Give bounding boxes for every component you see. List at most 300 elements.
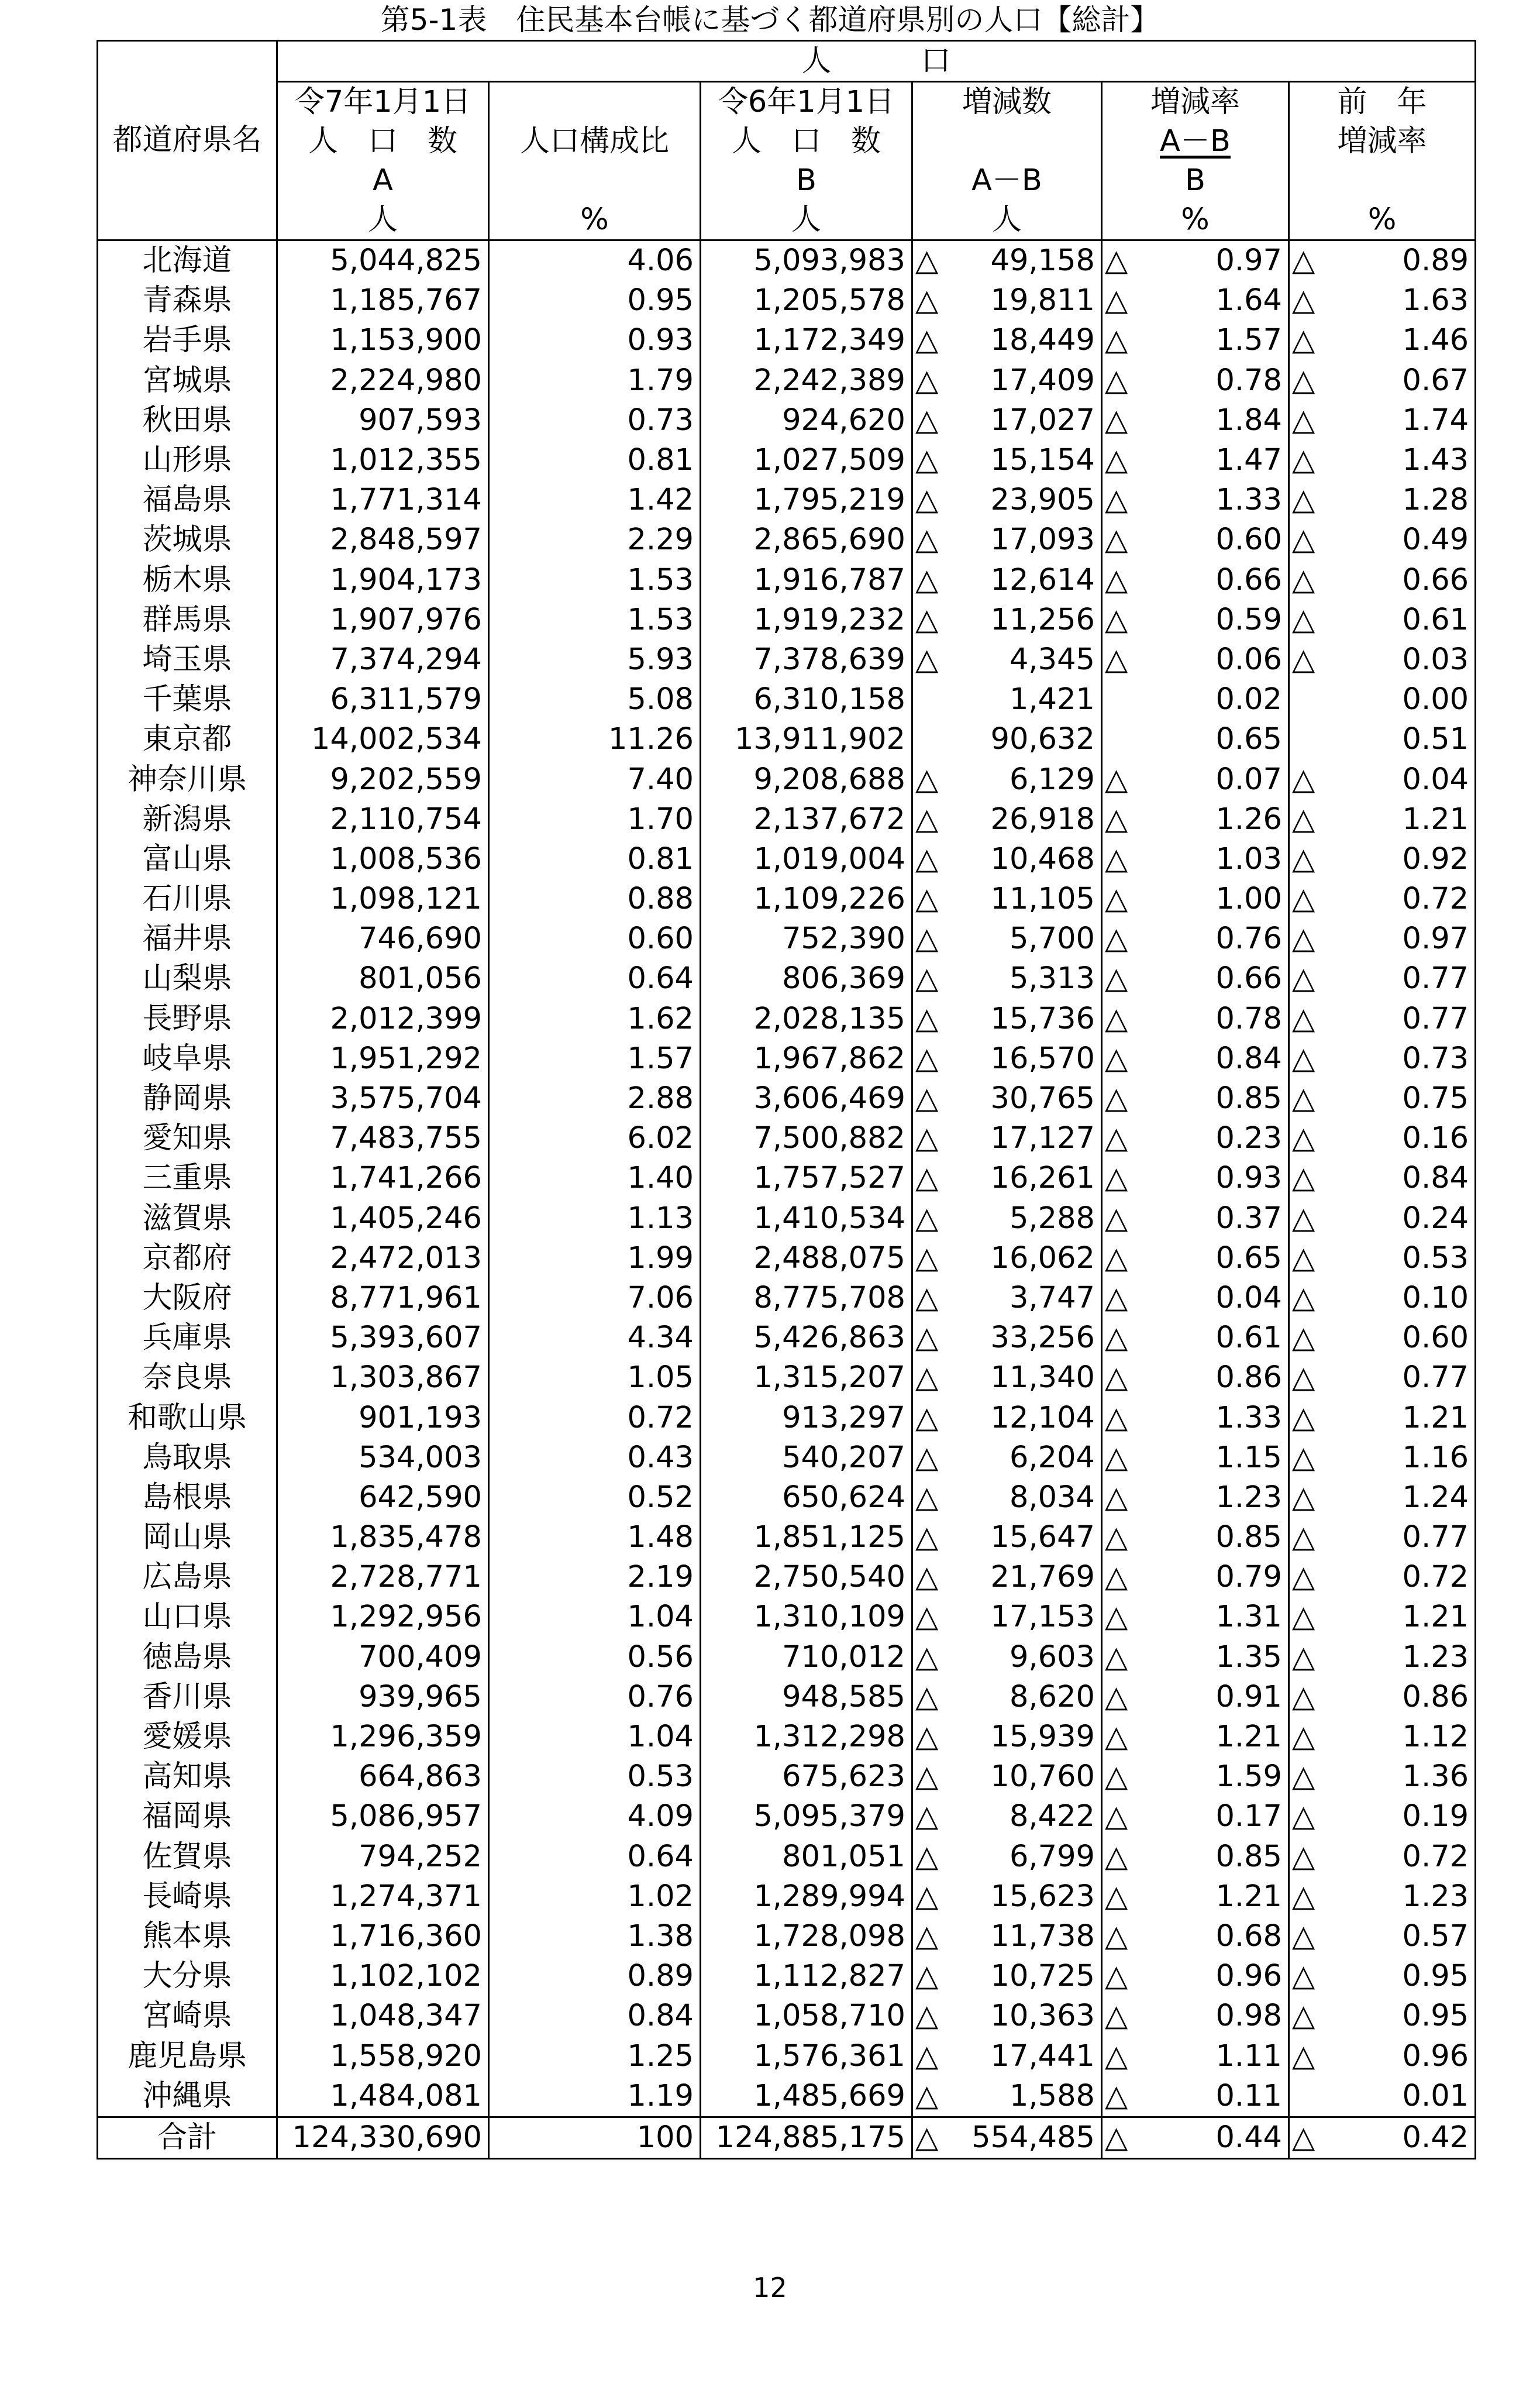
- table-row: [98, 1797, 1476, 1837]
- change-cell: 10,760: [945, 1757, 1102, 1797]
- pref-name-cell: 愛媛県: [98, 1717, 277, 1757]
- change-cell: 8,620: [945, 1677, 1102, 1717]
- pref-name-cell: 徳島県: [98, 1638, 277, 1677]
- pop-b-cell: 7,378,639: [701, 640, 912, 680]
- table-row: [98, 1917, 1476, 1956]
- change-cell: 5,700: [945, 919, 1102, 959]
- rate-mark-cell: △: [1102, 2076, 1134, 2117]
- pref-name-header: 都道府県名: [98, 41, 277, 240]
- ratio-cell: 1.05: [489, 1358, 701, 1398]
- ratio-cell: 1.04: [489, 1717, 701, 1757]
- change-mark-cell: △: [912, 560, 945, 600]
- rate-mark-cell: △: [1102, 480, 1134, 520]
- pop-a-cell: 664,863: [277, 1757, 489, 1797]
- change-cell: 17,441: [945, 2036, 1102, 2076]
- pref-name-cell: 京都府: [98, 1239, 277, 1278]
- prev-mark-cell: △: [1289, 1557, 1321, 1597]
- rate-mark-cell: △: [1102, 281, 1134, 321]
- pop-b-cell: 1,919,232: [701, 600, 912, 640]
- prev-rate-cell: 0.77: [1321, 1358, 1476, 1398]
- pref-name-cell: 新潟県: [98, 800, 277, 840]
- ratio-cell: 7.40: [489, 759, 701, 799]
- change-mark-cell: △: [912, 480, 945, 520]
- unit-percent-prev: %: [1289, 200, 1476, 240]
- prev-mark-cell: △: [1289, 1358, 1321, 1398]
- pop-b-cell: 1,112,827: [701, 1956, 912, 1996]
- change-cell: 3,747: [945, 1278, 1102, 1318]
- unit-person-b: 人: [701, 200, 912, 240]
- table-row: [98, 1877, 1476, 1917]
- change-mark-cell: △: [912, 1478, 945, 1518]
- table-row: [98, 401, 1476, 441]
- prev-mark-cell: △: [1289, 441, 1321, 480]
- prev-mark-cell: △: [1289, 959, 1321, 999]
- prev-rate-cell: 0.67: [1321, 361, 1476, 401]
- rate-mark-cell: △: [1102, 959, 1134, 999]
- prev-rate-cell: 1.43: [1321, 441, 1476, 480]
- pop-a-cell: 907,593: [277, 401, 489, 441]
- change-cell: 11,738: [945, 1917, 1102, 1956]
- pop-a-cell: 5,086,957: [277, 1797, 489, 1837]
- rate-cell: 0.60: [1134, 520, 1289, 560]
- rate-cell: 0.76: [1134, 919, 1289, 959]
- prev-mark-cell: △: [1289, 1478, 1321, 1518]
- rate-cell: 1.31: [1134, 1597, 1289, 1637]
- change-cell: 17,153: [945, 1597, 1102, 1637]
- change-cell: 8,422: [945, 1797, 1102, 1837]
- pop-a-cell: 8,771,961: [277, 1278, 489, 1318]
- rate-cell: 0.93: [1134, 1158, 1289, 1198]
- pop-b-cell: 1,027,509: [701, 441, 912, 480]
- table-row: [98, 240, 1476, 281]
- rate-mark-cell: △: [1102, 999, 1134, 1039]
- ratio-cell: 0.73: [489, 401, 701, 441]
- change-cell: 30,765: [945, 1079, 1102, 1119]
- pref-name-cell: 秋田県: [98, 401, 277, 441]
- pref-name-cell: 佐賀県: [98, 1837, 277, 1877]
- prev-rate-cell: 0.00: [1321, 680, 1476, 720]
- change-cell: 11,340: [945, 1358, 1102, 1398]
- pop-a-cell: 14,002,534: [277, 720, 489, 759]
- prev-rate-cell: 0.77: [1321, 1518, 1476, 1557]
- pop-a-cell: 3,575,704: [277, 1079, 489, 1119]
- ratio-cell: 0.93: [489, 321, 701, 360]
- change-mark-cell: △: [912, 919, 945, 959]
- rate-mark-cell: △: [1102, 1837, 1134, 1877]
- rate-mark-cell: △: [1102, 600, 1134, 640]
- prev-rate-cell: 1.74: [1321, 401, 1476, 441]
- prev-rate-cell: 0.95: [1321, 1996, 1476, 2036]
- table-row: [98, 919, 1476, 959]
- prev-rate-cell: 1.21: [1321, 1597, 1476, 1637]
- ratio-cell: 2.88: [489, 1079, 701, 1119]
- pref-name-cell: 宮崎県: [98, 1996, 277, 2036]
- pop-b-cell: 650,624: [701, 1478, 912, 1518]
- rate-cell: 0.66: [1134, 959, 1289, 999]
- pref-name-cell: 山口県: [98, 1597, 277, 1637]
- change-cell: 15,154: [945, 441, 1102, 480]
- rate-mark-cell: △: [1102, 1717, 1134, 1757]
- pop-a-cell: 700,409: [277, 1638, 489, 1677]
- table-row: [98, 1119, 1476, 1158]
- pref-name-cell: 和歌山県: [98, 1398, 277, 1438]
- table-header: [98, 41, 1476, 240]
- ratio-cell: 1.57: [489, 1039, 701, 1079]
- prev-rate-cell: 0.51: [1321, 720, 1476, 759]
- pref-name-cell: 東京都: [98, 720, 277, 759]
- table-row: [98, 1996, 1476, 2036]
- pref-name-cell: 宮城県: [98, 361, 277, 401]
- change-mark-cell: △: [912, 1597, 945, 1637]
- pref-name-cell: 千葉県: [98, 680, 277, 720]
- prev-mark-cell: △: [1289, 361, 1321, 401]
- prev-mark-cell: △: [1289, 520, 1321, 560]
- rate-cell: 1.23: [1134, 1478, 1289, 1518]
- rate-cell: 1.11: [1134, 2036, 1289, 2076]
- change-mark-cell: △: [912, 240, 945, 281]
- table-row: [98, 361, 1476, 401]
- ratio-cell: 0.72: [489, 1398, 701, 1438]
- pop-b-cell: 1,172,349: [701, 321, 912, 360]
- pop-a-cell: 1,098,121: [277, 879, 489, 919]
- prev-rate-cell: 0.19: [1321, 1797, 1476, 1837]
- change-cell: 11,256: [945, 600, 1102, 640]
- prev-mark-cell: △: [1289, 1079, 1321, 1119]
- change-mark-cell: △: [912, 1199, 945, 1239]
- total-prev-mark: △: [1289, 2117, 1321, 2158]
- pref-name-cell: 青森県: [98, 281, 277, 321]
- rate-mark-cell: △: [1102, 800, 1134, 840]
- table-row: [98, 1717, 1476, 1757]
- prev-mark-cell: △: [1289, 1199, 1321, 1239]
- total-rate-mark: △: [1102, 2117, 1134, 2158]
- prev-rate-cell: 1.16: [1321, 1438, 1476, 1478]
- table-row: [98, 480, 1476, 520]
- pref-name-cell: 広島県: [98, 1557, 277, 1597]
- rate-mark-cell: △: [1102, 401, 1134, 441]
- change-mark-cell: △: [912, 1079, 945, 1119]
- prev-rate-cell: 1.28: [1321, 480, 1476, 520]
- population-group-header: 人 口: [277, 41, 1476, 82]
- change-mark-cell: [912, 720, 945, 759]
- pop-a-cell: 2,848,597: [277, 520, 489, 560]
- change-cell: 23,905: [945, 480, 1102, 520]
- rate-cell: 0.37: [1134, 1199, 1289, 1239]
- prev-rate-cell: 0.49: [1321, 520, 1476, 560]
- rate-cell: 1.84: [1134, 401, 1289, 441]
- rate-mark-cell: △: [1102, 361, 1134, 401]
- table-row: [98, 1677, 1476, 1717]
- pref-name-cell: 島根県: [98, 1478, 277, 1518]
- change-cell: 15,736: [945, 999, 1102, 1039]
- rate-header-line2-cell: [1102, 122, 1289, 161]
- table-row: [98, 1557, 1476, 1597]
- change-cell: 6,204: [945, 1438, 1102, 1478]
- change-header-blank: [912, 122, 1102, 161]
- change-mark-cell: △: [912, 1158, 945, 1198]
- pop-a-cell: 939,965: [277, 1677, 489, 1717]
- table-row: [98, 1956, 1476, 1996]
- table-row: [98, 999, 1476, 1039]
- total-pop-b: 124,885,175: [701, 2117, 912, 2158]
- change-mark-cell: △: [912, 1717, 945, 1757]
- change-cell: 17,409: [945, 361, 1102, 401]
- change-mark-cell: △: [912, 1119, 945, 1158]
- unit-percent-rate: %: [1102, 200, 1289, 240]
- ratio-cell: 1.19: [489, 2076, 701, 2117]
- table-row: [98, 1837, 1476, 1877]
- change-mark-cell: △: [912, 1837, 945, 1877]
- change-mark-cell: △: [912, 840, 945, 879]
- change-cell: 5,313: [945, 959, 1102, 999]
- ratio-cell: 1.79: [489, 361, 701, 401]
- prev-rate-cell: 1.36: [1321, 1757, 1476, 1797]
- pref-name-cell: 岐阜県: [98, 1039, 277, 1079]
- change-cell: 16,062: [945, 1239, 1102, 1278]
- pref-name-cell: 愛知県: [98, 1119, 277, 1158]
- composition-header: 人口構成比: [489, 82, 701, 201]
- change-mark-cell: △: [912, 2076, 945, 2117]
- rate-cell: 0.65: [1134, 720, 1289, 759]
- rate-mark-cell: △: [1102, 240, 1134, 281]
- rate-cell: 0.68: [1134, 1917, 1289, 1956]
- pop-a-cell: 1,303,867: [277, 1358, 489, 1398]
- rate-cell: 0.23: [1134, 1119, 1289, 1158]
- rate-cell: 0.78: [1134, 361, 1289, 401]
- ratio-cell: 0.81: [489, 840, 701, 879]
- pop-b-cell: 6,310,158: [701, 680, 912, 720]
- ratio-cell: 0.84: [489, 1996, 701, 2036]
- rate-mark-cell: △: [1102, 1638, 1134, 1677]
- pref-name-cell: 富山県: [98, 840, 277, 879]
- pop-b-cell: 1,410,534: [701, 1199, 912, 1239]
- prev-mark-cell: [1289, 680, 1321, 720]
- prev-rate-cell: 0.60: [1321, 1318, 1476, 1358]
- prev-mark-cell: △: [1289, 1717, 1321, 1757]
- rate-mark-cell: △: [1102, 1438, 1134, 1478]
- total-pop-a: 124,330,690: [277, 2117, 489, 2158]
- table-row: [98, 1518, 1476, 1557]
- pop-b-cell: 2,750,540: [701, 1557, 912, 1597]
- pop-a-cell: 2,224,980: [277, 361, 489, 401]
- pop-b-cell: 752,390: [701, 919, 912, 959]
- change-cell: 16,570: [945, 1039, 1102, 1079]
- ratio-cell: 1.04: [489, 1597, 701, 1637]
- ratio-cell: 0.64: [489, 1837, 701, 1877]
- rate-mark-cell: △: [1102, 1877, 1134, 1917]
- change-header-line3: A－B: [912, 161, 1102, 200]
- rate-mark-cell: △: [1102, 1677, 1134, 1717]
- change-mark-cell: △: [912, 1438, 945, 1478]
- rate-cell: 0.11: [1134, 2076, 1289, 2117]
- pop-a-cell: 1,012,355: [277, 441, 489, 480]
- pref-name-cell: 沖縄県: [98, 2076, 277, 2117]
- prev-mark-cell: △: [1289, 879, 1321, 919]
- rate-cell: 1.35: [1134, 1638, 1289, 1677]
- rate-mark-cell: △: [1102, 1996, 1134, 2036]
- pref-name-cell: 香川県: [98, 1677, 277, 1717]
- rate-mark-cell: △: [1102, 1557, 1134, 1597]
- prev-rate-cell: 0.04: [1321, 759, 1476, 799]
- change-mark-cell: △: [912, 1358, 945, 1398]
- prev-mark-cell: [1289, 720, 1321, 759]
- prev-rate-cell: 0.72: [1321, 1557, 1476, 1597]
- rate-cell: 1.47: [1134, 441, 1289, 480]
- population-table: [97, 40, 1476, 2160]
- r7-header-line3: A: [277, 161, 489, 200]
- change-cell: 9,603: [945, 1638, 1102, 1677]
- prev-mark-cell: △: [1289, 1278, 1321, 1318]
- change-cell: 33,256: [945, 1318, 1102, 1358]
- change-mark-cell: △: [912, 999, 945, 1039]
- change-cell: 19,811: [945, 281, 1102, 321]
- prev-rate-cell: 0.57: [1321, 1917, 1476, 1956]
- prev-mark-cell: △: [1289, 840, 1321, 879]
- pop-b-cell: 5,095,379: [701, 1797, 912, 1837]
- change-cell: 17,127: [945, 1119, 1102, 1158]
- pop-a-cell: 1,048,347: [277, 1996, 489, 2036]
- total-row: [98, 2117, 1476, 2158]
- pref-name-cell: 山梨県: [98, 959, 277, 999]
- ratio-cell: 5.08: [489, 680, 701, 720]
- pop-b-cell: 5,426,863: [701, 1318, 912, 1358]
- pref-name-cell: 熊本県: [98, 1917, 277, 1956]
- prev-mark-cell: △: [1289, 1837, 1321, 1877]
- prev-mark-cell: △: [1289, 1318, 1321, 1358]
- prev-mark-cell: △: [1289, 1119, 1321, 1158]
- pref-name-cell: 長崎県: [98, 1877, 277, 1917]
- table-row: [98, 759, 1476, 799]
- prev-rate-cell: 0.61: [1321, 600, 1476, 640]
- prev-rate-cell: 0.16: [1321, 1119, 1476, 1158]
- total-prev: 0.42: [1321, 2117, 1476, 2158]
- table-title: 第5-1表 住民基本台帳に基づく都道府県別の人口【総計】: [380, 3, 1160, 37]
- change-mark-cell: △: [912, 1239, 945, 1278]
- pop-b-cell: 1,576,361: [701, 2036, 912, 2076]
- prev-rate-cell: 0.84: [1321, 1158, 1476, 1198]
- change-cell: 17,093: [945, 520, 1102, 560]
- pop-b-cell: 2,865,690: [701, 520, 912, 560]
- change-mark-cell: △: [912, 1797, 945, 1837]
- pop-a-cell: 1,835,478: [277, 1518, 489, 1557]
- table-row: [98, 2076, 1476, 2117]
- change-mark-cell: △: [912, 1039, 945, 1079]
- pref-name-cell: 岡山県: [98, 1518, 277, 1557]
- rate-cell: 1.21: [1134, 1877, 1289, 1917]
- ratio-cell: 4.34: [489, 1318, 701, 1358]
- change-cell: 10,468: [945, 840, 1102, 879]
- prev-mark-cell: △: [1289, 600, 1321, 640]
- ratio-cell: 0.64: [489, 959, 701, 999]
- prev-mark-cell: △: [1289, 480, 1321, 520]
- change-mark-cell: [912, 680, 945, 720]
- table-row: [98, 959, 1476, 999]
- rate-cell: 0.06: [1134, 640, 1289, 680]
- table-row: [98, 1398, 1476, 1438]
- prev-rate-cell: 0.96: [1321, 2036, 1476, 2076]
- prev-mark-cell: △: [1289, 1239, 1321, 1278]
- pop-a-cell: 1,153,900: [277, 321, 489, 360]
- pop-b-cell: 1,289,994: [701, 1877, 912, 1917]
- pop-b-cell: 2,242,389: [701, 361, 912, 401]
- pop-a-cell: 1,484,081: [277, 2076, 489, 2117]
- pop-a-cell: 1,716,360: [277, 1917, 489, 1956]
- rate-cell: 0.96: [1134, 1956, 1289, 1996]
- rate-cell: 0.04: [1134, 1278, 1289, 1318]
- prev-mark-cell: △: [1289, 1597, 1321, 1637]
- prev-mark-cell: △: [1289, 1757, 1321, 1797]
- rate-cell: 1.21: [1134, 1717, 1289, 1757]
- pop-a-cell: 642,590: [277, 1478, 489, 1518]
- ratio-cell: 1.70: [489, 800, 701, 840]
- rate-cell: 0.85: [1134, 1518, 1289, 1557]
- prev-rate-cell: 0.73: [1321, 1039, 1476, 1079]
- ratio-cell: 4.06: [489, 240, 701, 281]
- pop-a-cell: 6,311,579: [277, 680, 489, 720]
- change-mark-cell: △: [912, 1877, 945, 1917]
- prev-rate-cell: 0.72: [1321, 879, 1476, 919]
- change-cell: 4,345: [945, 640, 1102, 680]
- ratio-cell: 0.95: [489, 281, 701, 321]
- ratio-cell: 11.26: [489, 720, 701, 759]
- change-mark-cell: △: [912, 800, 945, 840]
- table-row: [98, 520, 1476, 560]
- prev-mark-cell: △: [1289, 1996, 1321, 2036]
- pref-name-cell: 埼玉県: [98, 640, 277, 680]
- change-cell: 12,104: [945, 1398, 1102, 1438]
- pop-b-cell: 675,623: [701, 1757, 912, 1797]
- change-cell: 10,725: [945, 1956, 1102, 1996]
- rate-mark-cell: △: [1102, 2036, 1134, 2076]
- pop-a-cell: 534,003: [277, 1438, 489, 1478]
- ratio-cell: 1.53: [489, 600, 701, 640]
- change-cell: 12,614: [945, 560, 1102, 600]
- pop-b-cell: 2,028,135: [701, 999, 912, 1039]
- pop-a-cell: 801,056: [277, 959, 489, 999]
- change-mark-cell: △: [912, 600, 945, 640]
- change-mark-cell: △: [912, 520, 945, 560]
- prev-mark-cell: △: [1289, 1039, 1321, 1079]
- rate-mark-cell: △: [1102, 1158, 1134, 1198]
- rate-mark-cell: △: [1102, 441, 1134, 480]
- pop-a-cell: 2,012,399: [277, 999, 489, 1039]
- table-row: [98, 1358, 1476, 1398]
- prev-mark-cell: [1289, 2076, 1321, 2117]
- change-cell: 1,421: [945, 680, 1102, 720]
- rate-cell: 1.33: [1134, 1398, 1289, 1438]
- change-mark-cell: △: [912, 1677, 945, 1717]
- change-cell: 15,939: [945, 1717, 1102, 1757]
- rate-mark-cell: △: [1102, 560, 1134, 600]
- prev-rate-cell: 0.10: [1321, 1278, 1476, 1318]
- prev-rate-cell: 1.63: [1321, 281, 1476, 321]
- total-change-mark: △: [912, 2117, 945, 2158]
- pop-a-cell: 1,904,173: [277, 560, 489, 600]
- prev-rate-cell: 1.21: [1321, 1398, 1476, 1438]
- pop-a-cell: 901,193: [277, 1398, 489, 1438]
- rate-mark-cell: △: [1102, 759, 1134, 799]
- pref-name-cell: 岩手県: [98, 321, 277, 360]
- change-mark-cell: △: [912, 441, 945, 480]
- rate-cell: 1.64: [1134, 281, 1289, 321]
- change-mark-cell: △: [912, 1278, 945, 1318]
- pop-b-cell: 5,093,983: [701, 240, 912, 281]
- pref-name-cell: 茨城県: [98, 520, 277, 560]
- rate-mark-cell: △: [1102, 1917, 1134, 1956]
- pref-name-cell: 福岡県: [98, 1797, 277, 1837]
- unit-person-a: 人: [277, 200, 489, 240]
- ratio-cell: 5.93: [489, 640, 701, 680]
